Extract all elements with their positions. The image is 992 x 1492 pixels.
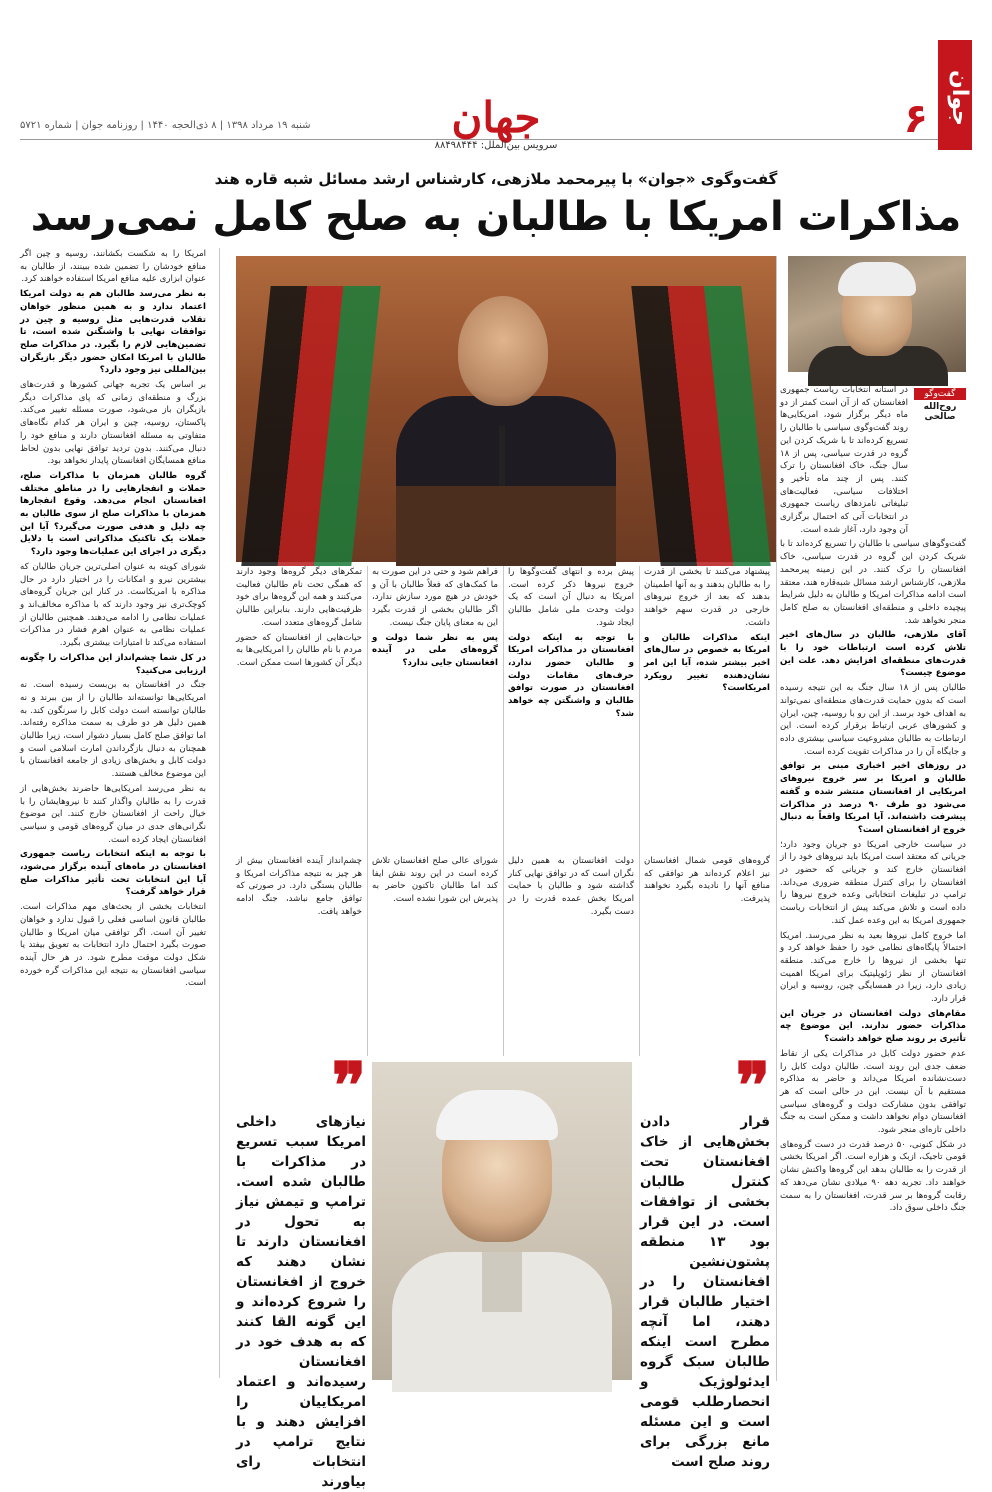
question: مقام‌های دولت افغانستان در جریان این مذاکرات حضور ندارند. این موضوع چه تأثیری بر روند صلح خواهد داشت؟ [780, 1008, 966, 1045]
paragraph: گفت‌وگوهای سیاسی با طالبان را تسریع کرده‌اند تا با شریک کردن این گروه در قدرت سیاسی، خاک افغانستان را ترک کنند. در این زمینه پیرمحمد ملازهی، کارشناس ارشد مسائل شبه‌قاره هند، معتقد است ادامه مذاکرات امریکا و طالبان به دلیل شرایط پیچیده داخلی و منطقه‌ای افغانستان به صلح کامل منجر نخواهد شد. [780, 539, 966, 626]
pullquote-text: نیازهای داخلی امریکا سبب تسریع در مذاکرات با طالبان شده است. ترامپ و تیمش نیاز به تحول در افغانستان دارند تا نشان دهند که خروج از افغانستان را شروع کرده‌اند و این گونه القا کنند که به هدف خود در افغانستان رسیده‌اند و اعتماد امریکاییان را افزایش دهند و با نتایج ترامپ در انتخابات رای بیاورند [236, 1114, 366, 1490]
pullquote-left [236, 1049, 366, 1490]
question: گروه طالبان همزمان با مذاکرات صلح، حملات و انفجارهایی را در مناطق مختلف افغانستان انجام می‌دهد. وقوع انفجارها همزمان با مذاکرات صلح از سوی طالبان به چه دلیل و هدفی صورت می‌گیرد؟ آیا این حملات یک تاکتیک مذاکراتی است یا دلایل دیگری در اجرای این عملیات‌ها وجود دارد؟ [20, 470, 206, 558]
paragraph: تمکرهای دیگر گروه‌ها وجود دارند که همگی تحت نام طالبان فعالیت می‌کنند و همه این گروه‌ها برای خود ظرفیت‌هایی دارند. بنابراین طالبان شامل گروه‌های متعدد است. [236, 567, 362, 628]
paragraph: عدم حضور دولت کابل در مذاکرات یکی از نقاط ضعف جدی این روند است. طالبان دولت کابل را دست‌نشانده امریکا می‌داند و حاضر به مذاکره مستقیم با آن نیست. این در حالی است که هر توافقی بدون مشارکت دولت و گروه‌های سیاسی افغانستان دوام نخواهد داشت و ممکن است به جنگ داخلی تازه‌ای منجر شود. [780, 1048, 966, 1136]
column-divider [776, 256, 777, 1381]
paragraph: طالبان پس از ۱۸ سال جنگ به این نتیجه رسیده است که بدون حمایت قدرت‌های منطقه‌ای نمی‌تواند به اهداف خود برسد. از این رو با روسیه، چین، ایران و کشورهای عربی ارتباط برقرار کرده است. این ارتباطات به طالبان مشروعیت سیاسی بیشتری داده و جایگاه آن را در مذاکرات تقویت کرده است. [780, 683, 966, 757]
column-divider [219, 248, 220, 1378]
photo-hair [436, 1090, 558, 1140]
interviewee-photo [372, 1062, 632, 1380]
section-mark [434, 93, 558, 151]
pullquote-right [640, 1049, 770, 1470]
column-2-lower [236, 855, 362, 1055]
lectern [396, 486, 616, 566]
question: اینکه مذاکرات طالبان و امریکا به خصوص در سال‌های اخیر بیشتر شده، آیا این امر نشان‌دهنده تغییر رویکرد امریکاست؟ [644, 632, 770, 694]
column-2 [236, 566, 362, 851]
paragraph: بر اساس یک تجربه جهانی کشورها و قدرت‌های بزرگ و منطقه‌ای زمانی که پای مذاکرات دیگر بازیگران باز می‌شود، صورت مسئله تغییر می‌کند. پاکستان، روسیه، چین و ایران هر کدام نگاه‌های متفاوتی به مسئله افغانستان دارند و منافع خود را دنبال می‌کنند. بدون تردید توافق نهایی بدون لحاظ منافع همسایگان افغانستان پایدار نخواهد بود. [20, 380, 206, 467]
column-divider [639, 566, 640, 1056]
speaker-head [458, 296, 548, 406]
section-phone: سرویس بین‌الملل: ۸۸۴۹۸۴۴۴ [434, 140, 558, 151]
question: با توجه به اینکه دولت افغانستان در مذاکرات امریکا و طالبان حضور ندارد، حرف‌های مقامات دولت افغانستان در صورت توافق طالبان و واشنگتن چه خواهد شد؟ [508, 632, 634, 719]
quote-mark-icon: ❞ [331, 1049, 366, 1124]
byline-tag: گفت‌وگو [914, 388, 966, 400]
paragraph: گروه‌های قومی شمال افغانستان نیز اعلام کرده‌اند هر توافقی که منافع آنها را نادیده بگیرد نخواهند پذیرفت. [644, 856, 770, 905]
flag-right [631, 286, 770, 566]
question: آقای ملازهی، طالبان در سال‌های اخیر تلاش کرده است ارتباطات خود را با قدرت‌های منطقه‌ای افزایش دهد. علت این موضوع چیست؟ [780, 630, 966, 679]
column-3 [372, 566, 498, 851]
paragraph: اما خروج کامل نیروها بعید به نظر می‌رسد. امریکا احتمالاً پایگاه‌های نظامی خود را حفظ خواهد کرد و تنها بخشی از نیروها را خارج می‌کند. منطقه افغانستان از نظر ژئوپلیتیک برای امریکا اهمیت زیادی دارد، زیرا در همسایگی چین، روسیه و ایران قرار دارد. [780, 930, 966, 1005]
column-4-lower [508, 855, 634, 1055]
question: با توجه به اینکه انتخابات ریاست جمهوری افغانستان در ماه‌های آینده برگزار می‌شود، آیا این انتخابات تحت تأثیر مذاکرات صلح قرار خواهد گرفت؟ [20, 849, 206, 898]
section-name: جهان [451, 93, 541, 142]
paragraph: به نظر می‌رسد امریکایی‌ها حاضرند بخش‌هایی از قدرت را به طالبان واگذار کنند تا نیروهایشان را با خیال راحت از افغانستان خارج کنند. این موضوع نگرانی‌های جدی در میان گروه‌های قومی و سیاسی افغانستان ایجاد کرده است. [20, 783, 206, 845]
column-4 [508, 566, 634, 851]
paragraph: پیش برده و انتهای گفت‌وگوها را خروج نیروها ذکر کرده است. امریکا به دنبال آن است که یک دولت وحدت ملی شامل طالبان ایجاد شود. [508, 567, 634, 628]
column-5-lower [644, 855, 770, 1055]
column-divider [503, 566, 504, 1056]
paragraph: امریکا را به شکست بکشانند، روسیه و چین اگر منافع خودشان را تضمین شده ببینند، از طالبان به عنوان ابزاری علیه منافع امریکا استفاده خواهند کرد. [20, 249, 206, 285]
paragraph: پیشنهاد می‌کنند تا بخشی از قدرت را به طالبان بدهند و به آنها اطمینان بدهند که بعد از خروج نیروهای خارجی در قدرت سهم خواهند داشت. [644, 567, 770, 628]
article-kicker: گفت‌وگوی «جوان» با پیرمحمد ملازهی، کارشناس ارشد مسائل شبه قاره هند [214, 170, 778, 188]
column-divider [367, 566, 368, 1056]
question: پس به نظر شما دولت و گروه‌های ملی در آینده افغانستان جایی ندارد؟ [372, 632, 498, 668]
paragraph: فراهم شود و حتی در این صورت به ما کمک‌های که فعلاً طالبان با آن و خودش در هیچ مورد سازش ندارد، اگر طالبان بخشی از قدرت بگیرد این به معنای پایان جنگ نیست. [372, 567, 498, 628]
paragraph: در شکل کنونی، ۵۰ درصد قدرت در دست گروه‌های قومی تاجیک، ازبک و هزاره است. اگر امریکا بخشی از قدرت را به طالبان بدهد این گروه‌ها واکنش نشان خواهند داد. تجربه دهه ۹۰ میلادی نشان می‌دهد که رقابت گروه‌ها بر سر قدرت، افغانستان را به سمت جنگ داخلی سوق داد. [780, 1139, 966, 1214]
dateline: شنبه ۱۹ مرداد ۱۳۹۸ | ۸ ذی‌الحجه ۱۴۴۰ | روزنامه جوان | شماره ۵۷۲۱ [20, 120, 311, 131]
pullquote-text: قرار دادن بخش‌هایی از خاک افغانستان تحت کنترل طالبان بخشی از توافقات است. در این قرار بود ۱۳ منطقه پشتون‌نشین افغانستان را در اختیار طالبان قرار دهند، اما آنچه مطرح است اینکه طالبان سبک گروه ایدئولوژیک و انحصارطلب قومی است و این مسئله مانع بزرگی برای روند صلح است [640, 1114, 770, 1470]
paragraph: جنگ در افغانستان به بن‌بست رسیده است. نه امریکایی‌ها توانسته‌اند طالبان را از بین ببرند و نه طالبان توانسته است دولت کابل را سرنگون کند. به همین دلیل هر دو طرف به سمت مذاکره رفته‌اند. اما توافق صلح کامل بسیار دشوار است، زیرا طالبان همچنان به دنبال بازگرداندن امارت اسلامی است و دولت کابل و بخش‌های زیادی از جامعه افغانستان با این موضوع مخالف هستند. [20, 680, 206, 780]
flag-left [241, 286, 380, 566]
column-left [20, 248, 206, 1373]
interviewee-portrait [788, 256, 966, 372]
article-headline: مذاکرات امریکا با طالبان به صلح کامل نمی‌رسد [30, 194, 962, 240]
question: در کل شما چشم‌انداز این مذاکرات را چگونه ارزیابی می‌کنید؟ [20, 652, 206, 676]
quote-mark-icon: ❞ [735, 1049, 770, 1124]
paragraph: انتخابات بخشی از بحث‌های مهم مذاکرات است. طالبان قانون اساسی فعلی را قبول ندارد و خواهان تغییر آن است. اگر توافقی میان امریکا و طالبان صورت بگیرد احتمال دارد انتخابات به تعویق بیفتد یا شکل دولت موقت مطرح شود. در هر حال آینده سیاسی افغانستان به نتیجه این مذاکرات گره خورده است. [20, 902, 206, 989]
main-photo [236, 256, 776, 562]
byline-name: روح‌الله صالحی [923, 402, 957, 422]
paragraph: شورای کویته به عنوان اصلی‌ترین جریان طالبان که بیشترین نیرو و امکانات را در اختیار دارد در حال مذاکره با امریکاست. در کنار این جریان گروه‌های کوچک‌تری نیز وجود دارند که با مذاکره مخالف‌اند و عملیات نظامی را ادامه می‌دهند. همچنین طالبان از عملیات نظامی به عنوان اهرم فشار در مذاکرات استفاده می‌کند تا امتیازات بیشتری بگیرد. [20, 561, 206, 649]
page-header [20, 20, 972, 151]
page-number: ۶ [903, 96, 928, 142]
portrait-hair [838, 262, 916, 296]
paragraph: در سیاست خارجی امریکا دو جریان وجود دارد؛ جریانی که معتقد است امریکا باید نیروهای خود را از افغانستان خارج کند و جریانی که حضور در افغانستان را برای کنترل منطقه ضروری می‌داند. ترامپ در تبلیغات انتخاباتی وعده خروج نیروها را داده است و تلاش می‌کند پیش از انتخابات ریاست جمهوری امریکا به این وعده عمل کند. [780, 839, 966, 926]
column-5 [644, 566, 770, 851]
question: به نظر می‌رسد طالبان هم به دولت امریکا اعتماد ندارد و به همین منظور خواهان تقلاب قدرت‌هایی مثل روسیه و چین در توافقات نهایی با واشنگتن شده است، تا تضمین‌هایی لازم را بگیرد. در مذاکرات صلح طالبان با امریکا امکان حضور دیگر بازیگران بین‌المللی نیز وجود دارد؟ [20, 289, 206, 376]
paragraph: شورای عالی صلح افغانستان تلاش کرده است در این روند نقش ایفا کند اما طالبان تاکنون حاضر به پذیرش این شورا نشده است. [372, 856, 498, 905]
paragraph: چشم‌انداز آینده افغانستان بیش از هر چیز به نتیجه مذاکرات امریکا و طالبان بستگی دارد. در صورتی که توافق جامع نباشد، جنگ ادامه خواهد یافت. [236, 856, 362, 917]
paragraph: دولت افغانستان به همین دلیل نگران است که در توافق نهایی کنار گذاشته شود و طالبان با حمایت امریکا بخش عمده قدرت را در دست بگیرد. [508, 856, 634, 917]
column-right [780, 384, 966, 1384]
microphone-icon [499, 426, 505, 486]
photo-collar [482, 1252, 522, 1312]
newspaper-logo[interactable]: جوان [938, 40, 972, 150]
column-3-lower [372, 855, 498, 1055]
paragraph: حیات‌هایی از افغانستان که حضور مردم با نام طالبان را امریکایی‌ها به دیگر آن کشورها است ممکن است. [236, 632, 362, 668]
article-intro: در آستانه انتخابات ریاست جمهوری افغانستان که از آن است کمتر از دو ماه دیگر برگزار شود، امریکایی‌ها روند گفت‌وگوی سیاسی با طالبان را تسریع کرده‌اند تا با شریک کردن این گروه در قدرت سیاسی، پس از ۱۸ سال جنگ، خاک افغانستان را ترک کنند. پس از چند ماه تأخیر و اختلافات سیاسی، فعالیت‌های تبلیغاتی نامزدهای ریاست جمهوری در انتخابات آتی که احتمال برگزاری آن وجود دارد، آغاز شده است. [780, 385, 908, 535]
question: در روزهای اخیر اخباری مبنی بر توافق طالبان و امریکا بر سر خروج نیروهای امریکایی از افغانستان منتشر شده و گفته می‌شود دو طرف ۹۰ درصد در مذاکرات پیشرفت داشته‌اند. آیا امریکا واقعاً به دنبال خروج از افغانستان است؟ [780, 761, 966, 835]
